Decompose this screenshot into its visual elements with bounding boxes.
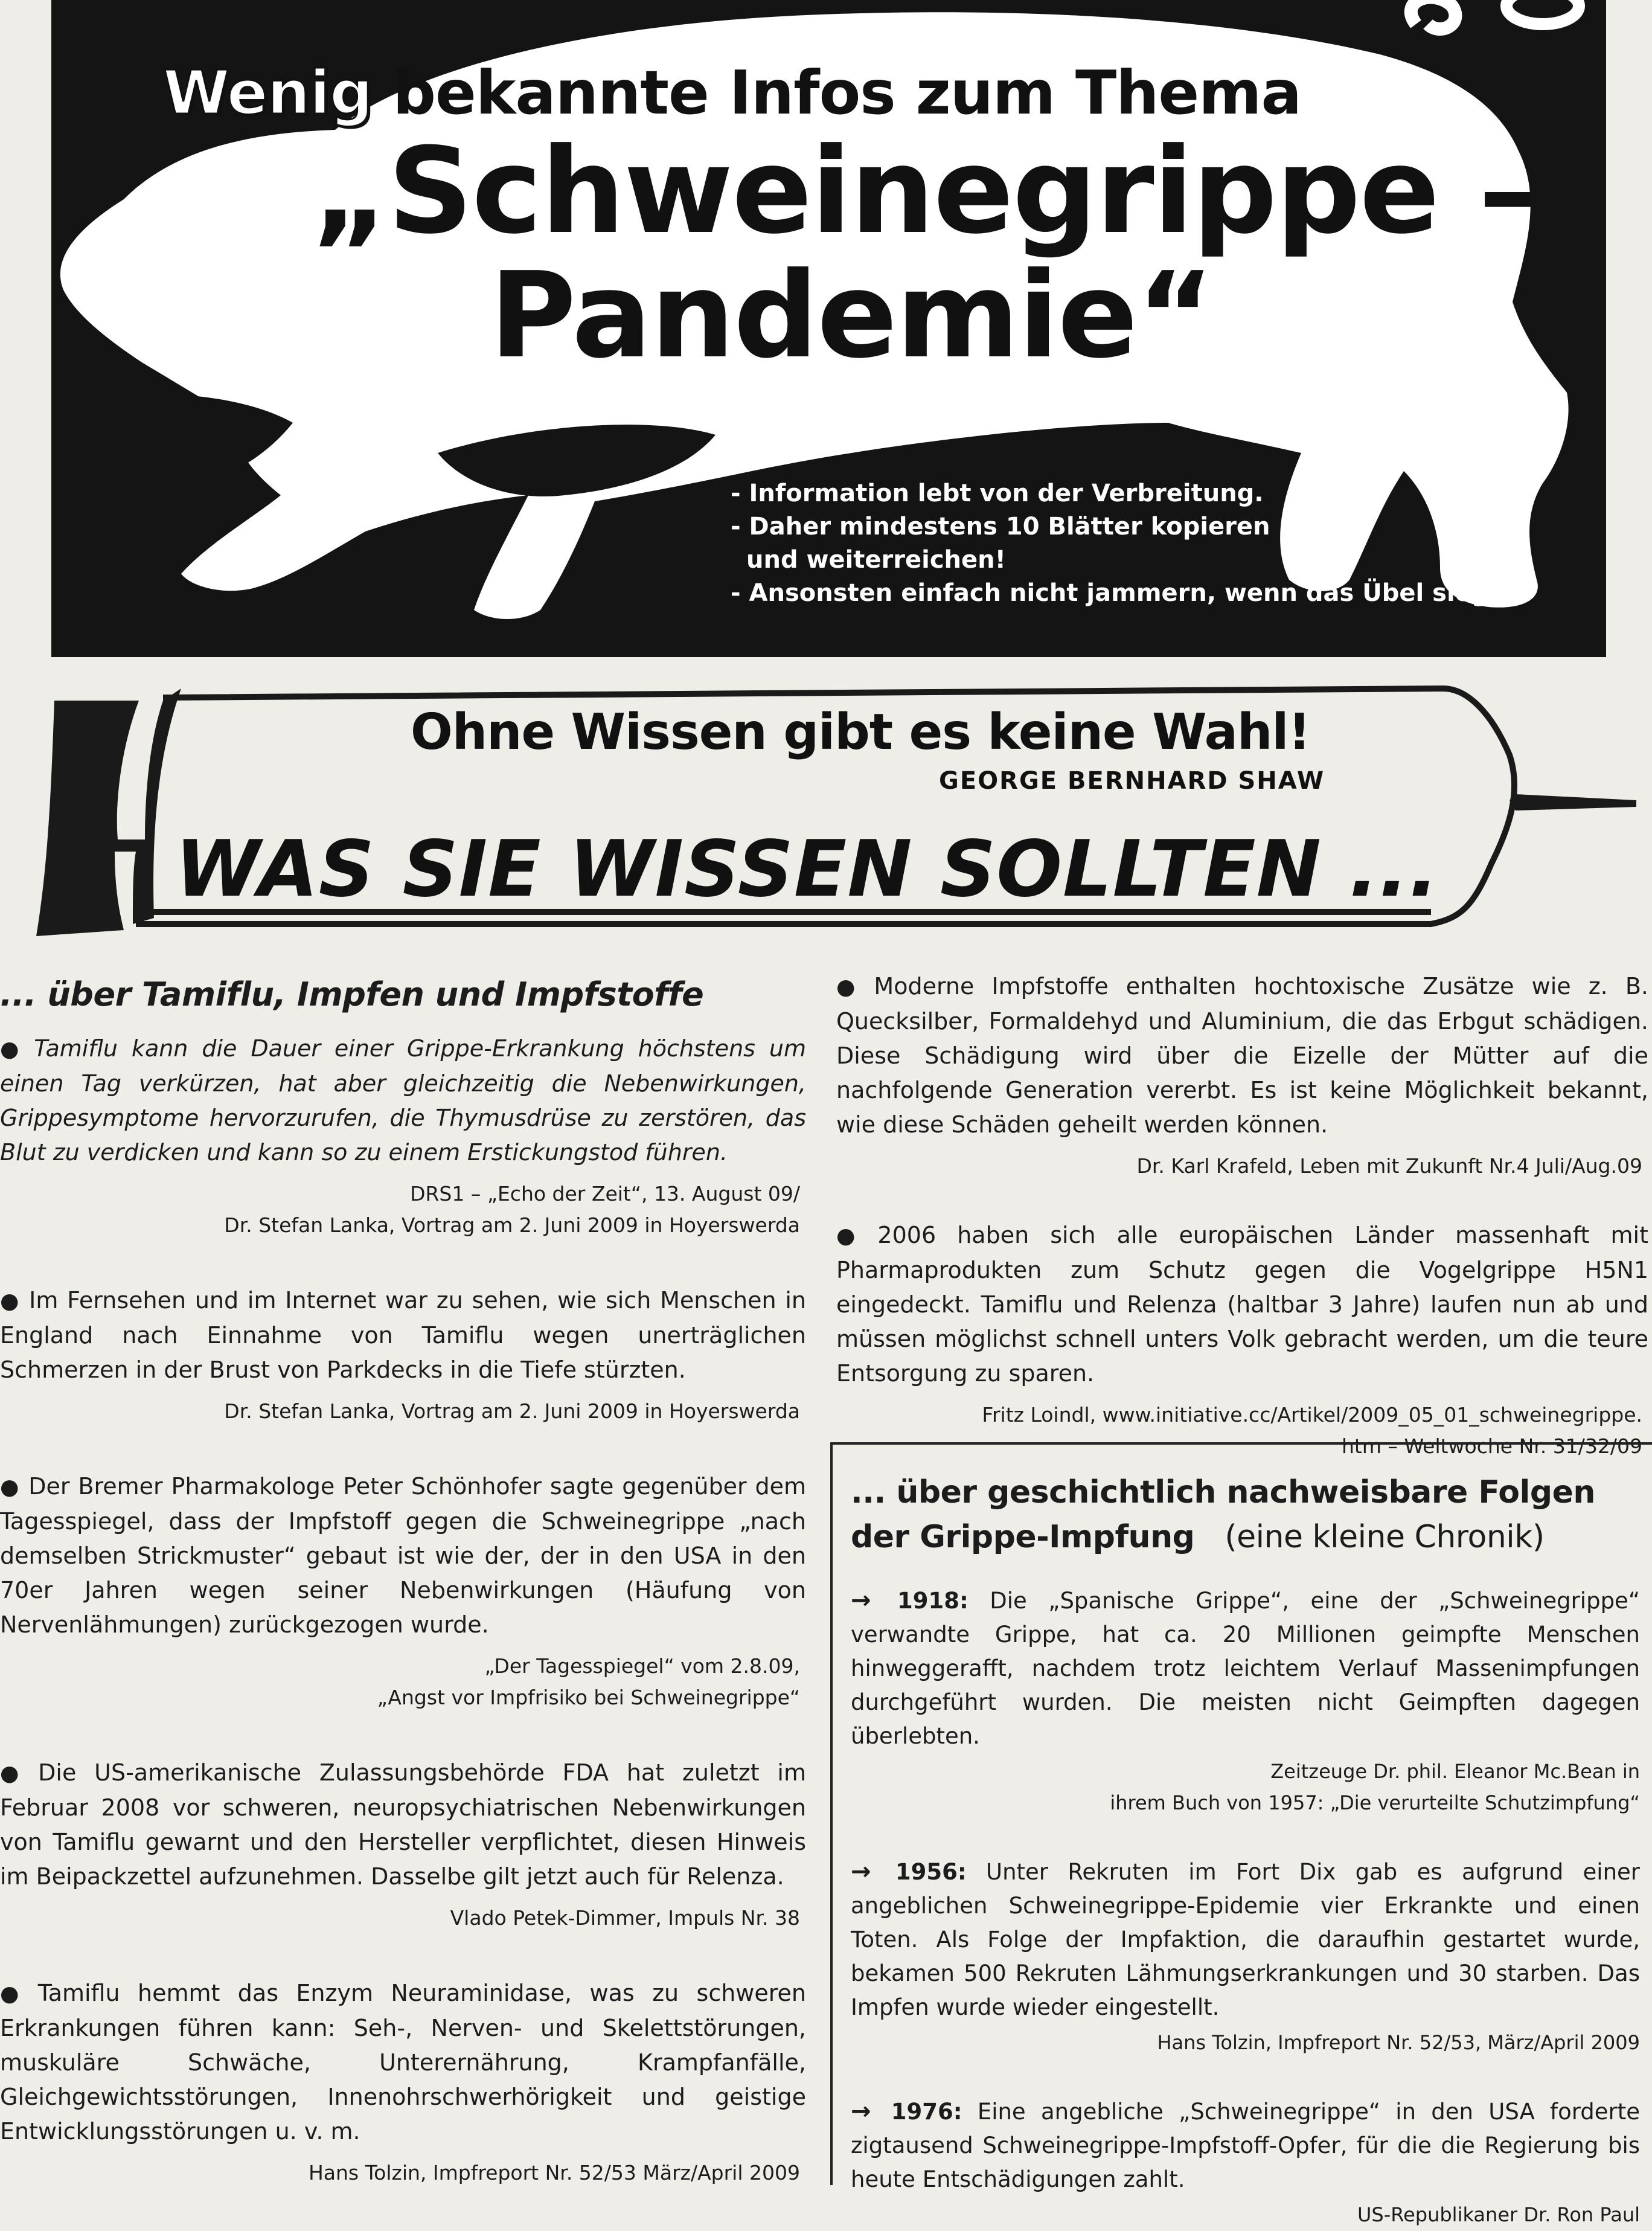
source-line: Dr. Stefan Lanka, Vortrag am 2. Juni 2009 in Hoyerswerda [224,1399,800,1423]
entry-year: 1976: [891,2099,962,2125]
chronik-entry [851,1584,1640,1819]
chronik-box [830,1442,1652,2226]
item-source [0,1651,806,1713]
list-item [0,1976,806,2189]
left-column [0,975,806,2231]
banner-note: - Information lebt von der Verbreitung. [731,480,1264,507]
entry-text: Die „Spanische Grippe“, eine der „Schweinegrippe“ verwandte Grippe, hat ca. 20 Millionen geimpfte Menschen hinweggerafft, nachdem trotz leichtem Verlauf Massenimpfungen durchgeführt wurden. Die meisten nicht Geimpften dagegen überlebten. [851,1588,1640,1749]
banner-title-line2: Pandemie“ [489,246,1214,385]
section-title: WAS SIE WISSEN SOLLTEN ... [175,824,1439,914]
source-line: Vlado Petek-Dimmer, Impuls Nr. 38 [450,1906,800,1930]
entry-source [851,2027,1640,2058]
chronik-heading [851,1470,1640,1559]
item-source [0,2157,806,2189]
chronik-entry [851,2095,1640,2230]
bullet-icon: ● [0,1289,21,1314]
quote: Ohne Wissen gibt es keine Wahl! [411,704,1310,761]
banner-note: und weiterreichen! [746,546,1006,574]
bullet-icon: ● [836,975,866,1000]
banner-title [305,123,1543,385]
source-line: Hans Tolzin, Impfreport Nr. 52/53, März/April 2009 [1157,2031,1640,2054]
bullet-icon: ● [0,1475,21,1500]
kicker-outlined-word: Wenig [163,57,373,128]
item-text: Der Bremer Pharmakologe Peter Schönhofer sagte gegenüber dem Tagesspiegel, dass der Impfstoff gegen die Schweinegrippe „nach demselben Strickmuster“ gebaut ist wie der, der in den USA in den 70er Jahren wegen seiner Nebenwirkungen (Häufung von Nervenlähmungen) zurückgezogen wurde. [0,1473,806,1638]
list-item [836,969,1648,1182]
entry-source [851,2199,1640,2230]
source-line: Dr. Karl Krafeld, Leben mit Zukunft Nr.4 Juli/Aug.09 [1136,1154,1642,1178]
source-line: US-Republikaner Dr. Ron Paul [1357,2203,1640,2226]
source-line: Zeitzeuge Dr. phil. Eleanor Mc.Bean in [1270,1760,1640,1783]
item-text: Tamiflu kann die Dauer einer Grippe-Erkrankung höchstens um einen Tag verkürzen, hat aber gleichzeitig die Nebenwirkungen, Grippesymptome hervorzurufen, die Thymusdrüse zu zerstören, das Blut zu verdicken und kann so zu einem Erstickungstod führen. [0,1035,806,1166]
list-item [0,1756,806,1934]
item-source [0,1902,806,1934]
bullet-icon: ● [0,1982,30,2006]
list-item [836,1218,1648,1462]
chronik-heading-sub: (eine kleine Chronik) [1225,1519,1545,1555]
entry-year: 1956: [895,1859,967,1885]
item-source [0,1178,806,1241]
chronik-heading-line2: der Grippe-Impfung [851,1519,1195,1555]
source-line: „Der Tagesspiegel“ vom 2.8.09, [484,1654,800,1678]
item-source [836,1151,1648,1182]
quote-author: GEORGE BERNHARD SHAW [939,767,1325,795]
arrow-right-icon: → [851,2098,871,2125]
banner-title-line1: „Schweinegrippe – [311,123,1537,260]
list-item [0,1032,806,1241]
entry-text: Eine angebliche „Schweinegrippe“ in den USA forderte zigtausend Schweinegrippe-Impfstoff-Opfer, für die die Regierung bis heute Entschädigungen zahlt. [851,2099,1641,2192]
source-line: ihrem Buch von 1957: „Die verurteilte Schutzimpfung“ [1110,1791,1640,1814]
chronik-heading-line1: ... über geschichtlich nachweisbare Folgen [851,1474,1595,1510]
banner-note: - Ansonsten einfach nicht jammern, wenn das Übel siegt. [731,579,1510,607]
arrow-right-icon: → [851,1587,871,1614]
left-column-heading: ... über Tamiflu, Impfen und Impfstoffe [0,975,704,1013]
source-line: Fritz Loindl, www.initiative.cc/Artikel/2009_05_01_schweinegrippe. [982,1403,1642,1427]
source-line: Dr. Stefan Lanka, Vortrag am 2. Juni 2009 in Hoyerswerda [224,1213,800,1237]
item-text: Die US-amerikanische Zulassungsbehörde FDA hat zuletzt im Februar 2008 vor schweren, neuropsychiatrischen Nebenwirkungen von Tamiflu gewarnt und den Hersteller verpflichtet, diesen Hinweis im Beipackzettel aufzunehmen. Dasselbe gilt jetzt auch für Relenza. [0,1759,806,1890]
kicker-rest: bekannte Infos zum Thema [392,57,1301,128]
headline-banner [51,0,1606,657]
chronik-entry [851,1855,1640,2058]
bullet-icon: ● [0,1037,26,1062]
item-text: Tamiflu hemmt das Enzym Neuraminidase, was zu schweren Erkrankungen führen kann: Seh-, Nerven- und Skelettstörungen, muskuläre Schwäche, Unterernährung, Krampfanfälle, Gleichgewichtsstörungen, Innenohrschwerhörigkeit und geistige Entwicklungsstörungen u. v. m. [0,1980,806,2145]
item-text: Moderne Impfstoffe enthalten hochtoxische Zusätze wie z. B. Quecksilber, Formaldehyd und Aluminium, die das Erbgut schädigen. Diese Schädigung wird über die Eizelle der Mütter auf die nachfolgende Generation vererbt. Es ist keine Möglichkeit bekannt, wie diese Schäden geheilt werden können. [836,973,1648,1138]
banner-notes [731,477,1552,610]
source-line: htm – Weltwoche Nr. 31/32/09 [1341,1434,1642,1458]
item-text: Im Fernsehen und im Internet war zu sehen, wie sich Menschen in England nach Einnahme von Tamiflu wegen unerträglichen Schmerzen in der Brust von Parkdecks in die Tiefe stürzten. [0,1287,806,1383]
right-column [836,969,1648,1504]
source-line: DRS1 – „Echo der Zeit“, 13. August 09/ [410,1182,800,1205]
entry-year: 1918: [897,1588,968,1614]
list-item [0,1469,806,1713]
source-line: „Angst vor Impfrisiko bei Schweinegrippe“ [377,1686,800,1709]
list-item [0,1283,806,1427]
banner-note: - Daher mindestens 10 Blätter kopieren [731,513,1270,541]
arrow-right-icon: → [851,1858,871,1886]
entry-source [851,1756,1640,1819]
banner-kicker [163,57,1301,128]
item-source [0,1396,806,1427]
item-text: 2006 haben sich alle europäischen Länder massenhaft mit Pharmaprodukten zum Schutz gegen die Vogelgrippe H5N1 eingedeckt. Tamiflu und Relenza (haltbar 3 Jahre) laufen nun ab und müssen möglichst schnell unters Volk gebracht werden, um die teure Entsorgung zu sparen. [836,1222,1648,1387]
bullet-icon: ● [836,1224,869,1248]
entry-text: Unter Rekruten im Fort Dix gab es aufgrund einer angeblichen Schweinegrippe-Epidemie vier Erkrankte und einen Toten. Als Folge der Impfaktion, die daraufhin gestartet wurde, bekamen 500 Rekruten Lähmungserkrankungen und 30 starben. Das Impfen wurde wieder eingestellt. [851,1859,1640,2020]
bullet-icon: ● [0,1761,30,1786]
source-line: Hans Tolzin, Impfreport Nr. 52/53 März/April 2009 [308,2161,800,2184]
